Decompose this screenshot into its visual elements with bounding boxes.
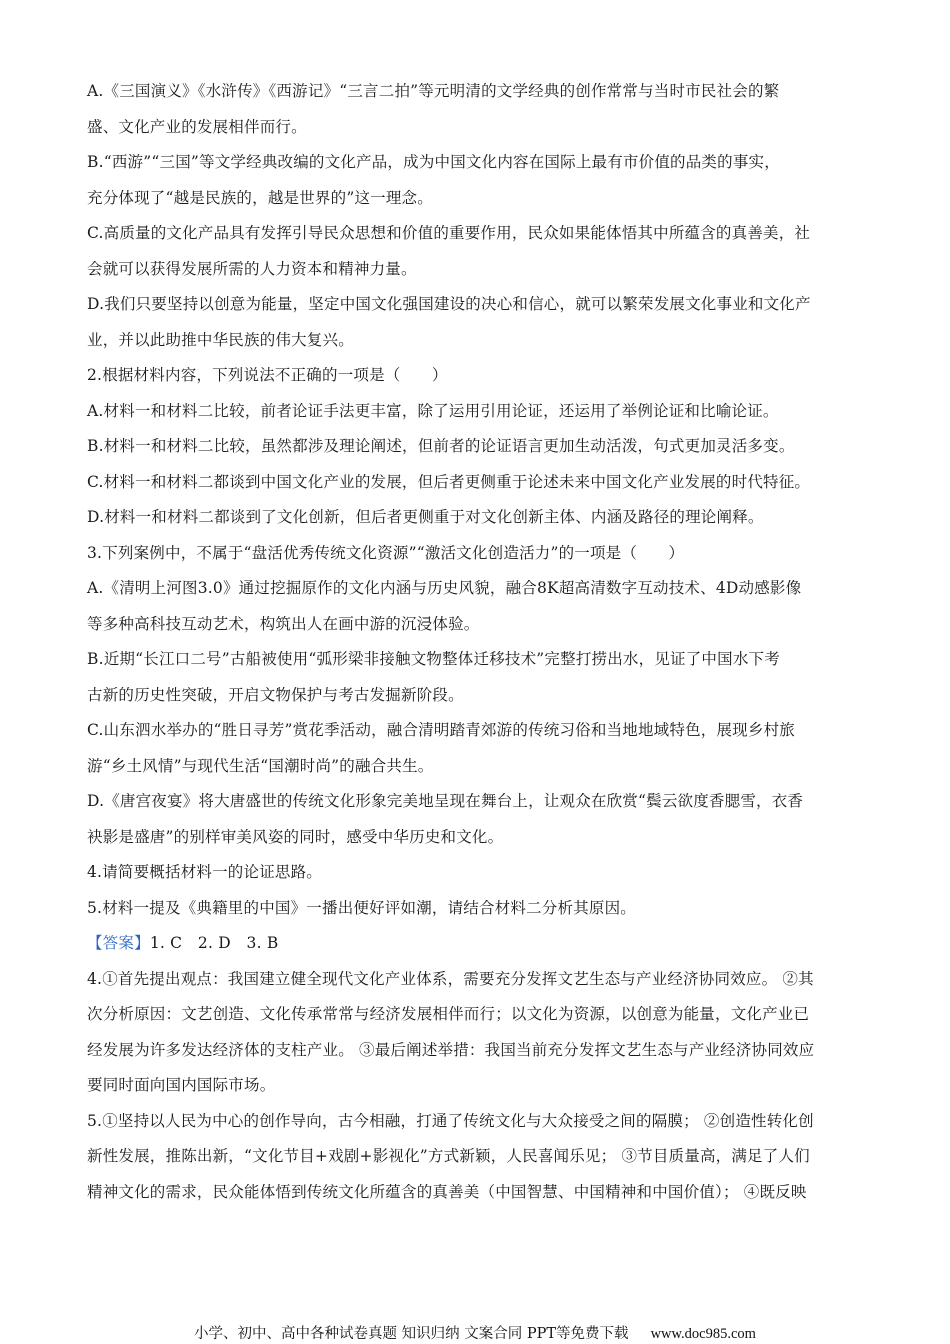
q1-option-a-line2: 盛、文化产业的发展相伴而行。 (87, 117, 307, 136)
q3-option-c-line1: C.山东泗水举办的“胜日寻芳”赏花季活动，融合清明踏青郊游的传统习俗和当地地域特色，展现乡村旅 (87, 721, 795, 739)
footer-url-link[interactable]: www.doc985.com (650, 1326, 756, 1342)
q1-option-b-line1: B.“西游”“三国”等文学经典改编的文化产品，成为中国文化内容在国际上最有市价值的品类的事实， (87, 153, 780, 171)
answer-5-line1: 5.①坚持以人民为中心的创作导向，古今相融，打通了传统文化与大众接受之间的隔膜； ②创造性转化创 (87, 1111, 814, 1130)
q1-option-d-line1: D.我们只要坚持以创意为能量，坚定中国文化强国建设的决心和信心，就可以繁荣发展文化事业和文化产 (87, 295, 811, 313)
q3-option-a-line2: 等多种高科技互动艺术，构筑出人在画中游的沉浸体验。 (87, 614, 480, 633)
question-4-stem: 4.请简要概括材料一的论证思路。 (87, 863, 322, 881)
q3-option-b-line2: 古新的历史性突破，开启文物保护与考古发掘新阶段。 (87, 685, 464, 704)
q2-option-b: B.材料一和材料二比较，虽然都涉及理论阐述，但前者的论证语言更加生动活泼，句式更加灵活多变。 (87, 437, 795, 455)
answer-5-line2: 新性发展，推陈出新，“文化节目+戏剧+影视化”方式新颖，人民喜闻乐见； ③节目质量高，满足了人们 (87, 1147, 810, 1165)
q3-option-b-line1: B.近期“长江口二号”古船被使用“弧形梁非接触文物整体迁移技术”完整打捞出水，见证了中国水下考 (87, 650, 780, 668)
question-3-stem: 3.下列案例中，不属于“盘活优秀传统文化资源”“激活文化创造活力”的一项是（ ） (87, 543, 685, 562)
q1-option-a-line1: A.《三国演义》《水浒传》《西游记》“三言二拍”等元明清的文学经典的创作常常与当时市民社会的繁 (87, 82, 780, 100)
answer-4-line3: 经发展为许多发达经济体的支柱产业。 ③最后阐述举措：我国当前充分发挥文艺生态与产业经济协同效应 (87, 1040, 815, 1059)
q3-option-a-line1: A.《清明上河图3.0》通过挖掘原作的文化内涵与历史风貌，融合8K超高清数字互动技术、4D动感影像 (87, 579, 802, 597)
answer-line (87, 926, 867, 962)
q3-option-d-line2: 袂影是盛唐”的别样审美风姿的同时，感受中华历史和文化。 (87, 827, 504, 846)
answer-5-line3: 精神文化的需求，民众能体悟到传统文化所蕴含的真善美（中国智慧、中国精神和中国价值）； ④既反映 (87, 1182, 807, 1201)
q2-option-a: A.材料一和材料二比较，前者论证手法更丰富，除了运用引用论证，还运用了举例论证和比喻论证。 (87, 401, 779, 420)
answer-4-line2: 次分析原因：文艺创造、文化传承常常与经济发展相伴而行；以文化为资源，以创意为能量，文化产业已 (87, 1005, 810, 1023)
q1-option-b-line2: 充分体现了“越是民族的，越是世界的”这一理念。 (87, 188, 433, 207)
answer-tag: 【答案】 (87, 934, 150, 952)
q2-option-d: D.材料一和材料二都谈到了文化创新，但后者更侧重于对文化创新主体、内涵及路径的理论阐释。 (87, 508, 764, 526)
q1-option-d-line2: 业，并以此助推中华民族的伟大复兴。 (87, 330, 354, 349)
q2-option-c: C.材料一和材料二都谈到中国文化产业的发展，但后者更侧重于论述未来中国文化产业发展的时代特征。 (87, 472, 811, 491)
page-footer (0, 1322, 950, 1343)
q1-option-c-line1: C.高质量的文化产品具有发挥引导民众思想和价值的重要作用，民众如果能体悟其中所蕴含的真善美，社 (87, 224, 811, 242)
question-5-stem: 5.材料一提及《典籍里的中国》一播出便好评如潮，请结合材料二分析其原因。 (87, 898, 636, 917)
q3-option-d-line1: D.《唐宫夜宴》将大唐盛世的传统文化形象完美地呈现在舞台上，让观众在欣赏“鬓云欲度香腮雪，衣香 (87, 792, 804, 810)
answer-values: 1. C 2. D 3. B (149, 934, 279, 952)
question-2-stem: 2.根据材料内容，下列说法不正确的一项是（ ） (87, 366, 448, 384)
q3-option-c-line2: 游“乡土风情”与现代生活“国潮时尚”的融合共生。 (87, 756, 434, 775)
footer-text: 小学、初中、高中各种试卷真题 知识归纳 文案合同 PPT等免费下载 (194, 1326, 629, 1342)
answer-4-line1: 4.①首先提出观点：我国建立健全现代文化产业体系，需要充分发挥文艺生态与产业经济协同效应。 ②其 (87, 969, 814, 988)
q1-option-c-line2: 会就可以获得发展所需的人力资本和精神力量。 (87, 259, 417, 278)
page-body (87, 74, 867, 1210)
answer-4-line4: 要同时面向国内国际市场。 (87, 1076, 276, 1094)
